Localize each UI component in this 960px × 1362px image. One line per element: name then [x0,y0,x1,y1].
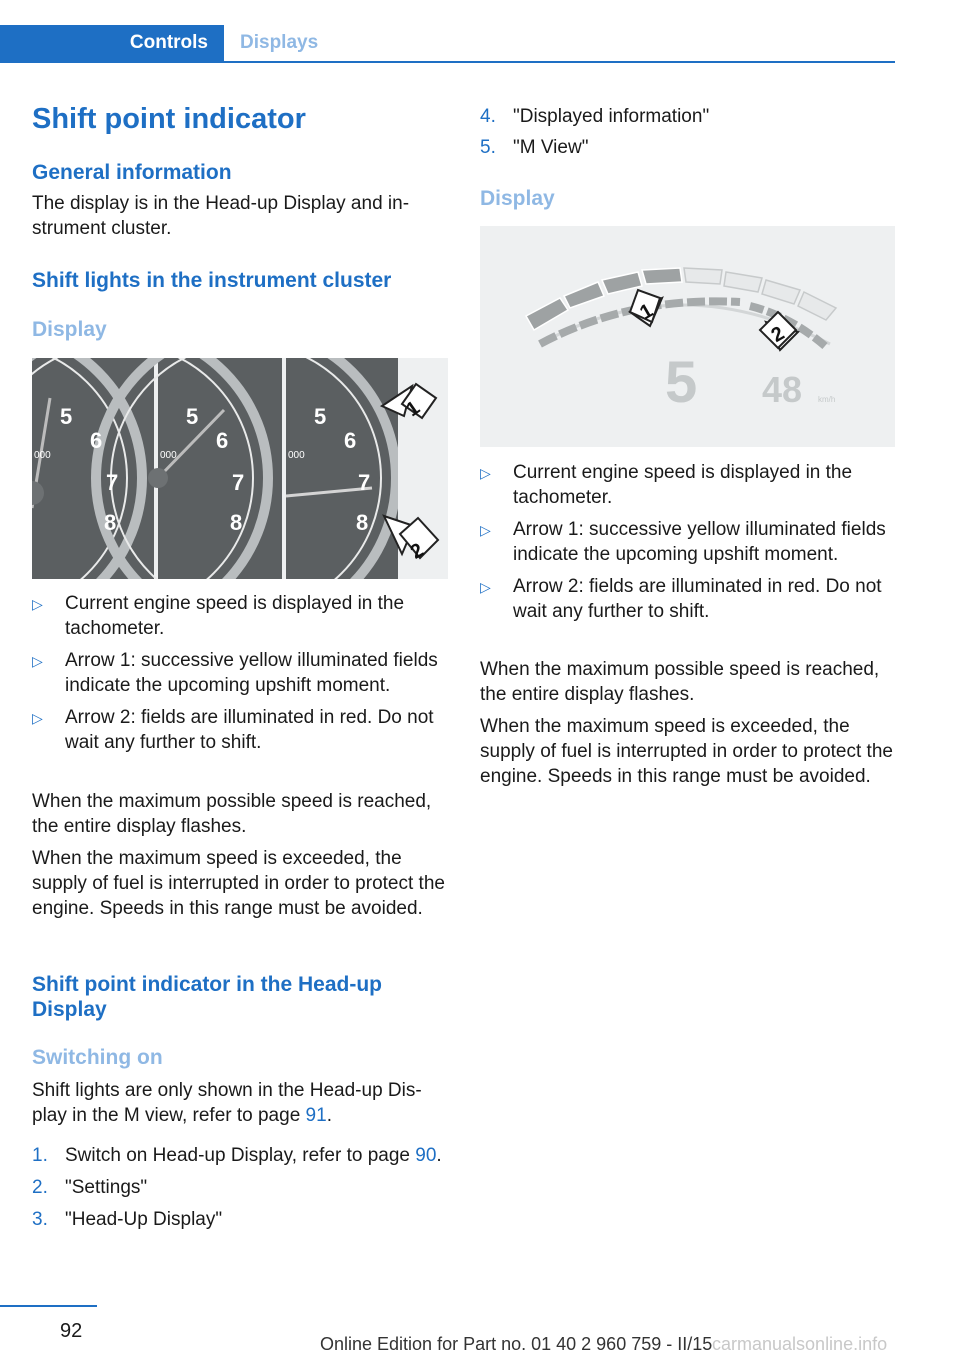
header-bar [0,25,895,63]
gauge-number: 8 [230,510,243,535]
hud-illustration [480,226,895,447]
gauge-partial-label: 000 [34,450,51,461]
gauge-partial-label: 000 [160,450,177,461]
hud-figure [480,226,895,447]
paragraph-exceeded-right: When the maximum speed is exceeded, the supply of fuel is interrupted in order to protect the engine. Speeds in this range must be avoided. [480,716,893,787]
gauge-number: 6 [216,428,229,453]
steps-list-left [32,1143,448,1232]
list-item: ▷ Arrow 1: successive yellow illuminated fields indicate the upcoming upshift moment. [480,519,886,565]
tachometer-figure [32,358,448,579]
list-item: 2. "Settings" [32,1177,148,1198]
page-link-91[interactable]: 91 [305,1105,327,1126]
paragraph-max-speed-left: When the maximum possible speed is reached, the entire display flashes. [32,791,432,837]
footer-rule [0,1305,97,1307]
display-heading-right: Display [480,187,555,210]
list-item: ▷ Current engine speed is displayed in the tachometer. [480,462,853,508]
hud-gear: 5 [665,350,698,415]
tachometer-illustration [32,358,448,579]
page-link-90[interactable]: 90 [415,1145,437,1166]
bullet-list-right [480,460,896,624]
callout-arrow-1 [630,290,662,326]
shift-lights-heading: Shift lights in the instrument cluster [32,269,392,292]
gauge-number: 5 [186,404,199,429]
watermark: carmanualsonline.info [712,1334,888,1354]
paragraph-max-speed-right: When the maximum possible speed is reached, the entire display flashes. [480,659,880,705]
list-item: ▷ Arrow 1: successive yellow illuminated fields indicate the upcoming upshift moment. [32,650,438,696]
tab-displays[interactable]: Displays [240,32,319,53]
list-item: ▷ Arrow 2: fields are illuminated in red. Do not wait any further to shift. [32,707,434,753]
list-item: ▷ Current engine speed is displayed in the tachometer. [32,593,405,639]
general-info-text: The display is in the Head-up Display and instrument cluster. [32,193,410,239]
tab-controls[interactable]: Controls [0,25,224,61]
gauge-number: 6 [344,428,357,453]
hud-speed: 48 [762,369,803,410]
bullet-list-left [32,591,448,755]
steps-list-right [480,104,896,160]
general-info-heading: General information [32,161,232,184]
hud-unit: km/h [818,395,836,404]
switching-on-heading: Switching on [32,1046,163,1069]
page-title: Shift point indicator [32,103,306,135]
gauge-partial-label: 000 [288,450,305,461]
list-item: 3. "Head-Up Display" [32,1209,223,1230]
svg-text:1: 1 [636,299,657,325]
gauge-number: 7 [358,470,371,495]
display-heading-left: Display [32,318,107,341]
hud-heading: Shift point indicator in the Head-up Display [32,973,382,1021]
gauge-number: 8 [104,510,117,535]
gauge-number: 5 [60,404,73,429]
svg-text:2: 2 [406,539,428,564]
svg-text:2: 2 [767,322,789,347]
svg-text:1: 1 [402,396,425,422]
list-item: 4. "Displayed information" [480,106,710,127]
gauge-number: 5 [314,404,327,429]
list-item: 5. "M View" [480,137,589,158]
list-item: 1. Switch on Head-up Display, refer to page 90. [32,1145,442,1166]
edition-text: Online Edition for Part no. 01 40 2 960 759 - II/15 [320,1334,713,1354]
page-number: 92 [60,1320,83,1342]
gauge-number: 7 [232,470,245,495]
gauge-number: 8 [356,510,369,535]
list-item: ▷ Arrow 2: fields are illuminated in red. Do not wait any further to shift. [480,576,882,622]
paragraph-exceeded-left: When the maximum speed is exceeded, the supply of fuel is interrupted in order to protect the engine. Speeds in this range must be avoided. [32,848,445,919]
gauge-number: 6 [90,428,103,453]
gauge-number: 7 [106,470,119,495]
switching-on-text: Shift lights are only shown in the Head-up Display in the M view, refer to page 91. [32,1080,422,1126]
